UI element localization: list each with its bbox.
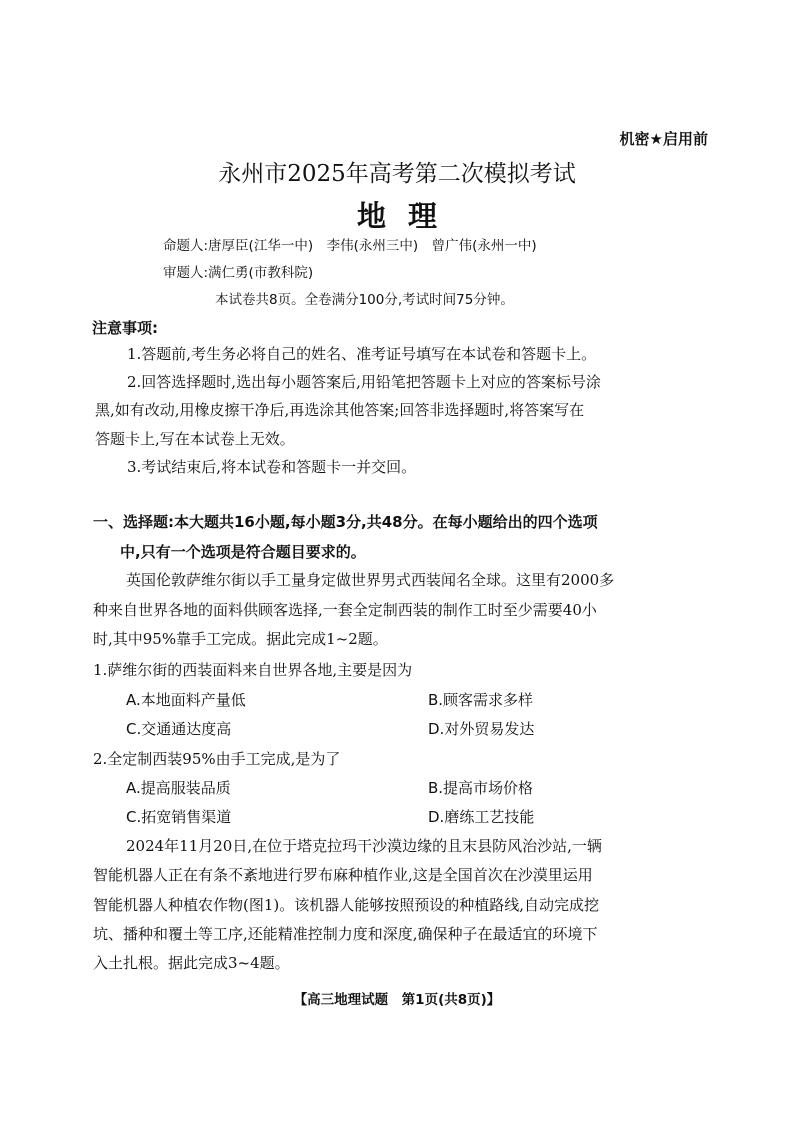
authors-line: 命题人:唐厚臣(江华一中) 李伟(永州三中) 曾广伟(永州一中)	[163, 238, 537, 254]
exam-info: 本试卷共8页。全卷满分100分,考试时间75分钟。	[215, 292, 514, 308]
passage-2-line-4: 坑、播种和覆土等工序,还能精准控制力度和深度,确保种子在最适宜的环境下	[93, 925, 598, 943]
passage-2-line-3: 智能机器人种植农作物(图1)。该机器人能够按照预设的种植路线,自动完成挖	[93, 896, 600, 914]
notice-heading: 注意事项:	[92, 319, 158, 337]
passage-1-line-3: 时,其中95%靠手工完成。据此完成1~2题。	[93, 630, 388, 648]
passage-2-line-5: 入土扎根。据此完成3~4题。	[93, 954, 290, 972]
page-footer: 【高三地理试题 第1页(共8页)】	[293, 992, 501, 1008]
question-1-option-d: D.对外贸易发达	[428, 720, 535, 738]
question-2-option-d: D.磨练工艺技能	[428, 808, 535, 826]
exam-title: 永州市2025年高考第二次模拟考试	[218, 161, 576, 187]
notice-item-2-line-3: 答题卡上,写在本试卷上无效。	[95, 430, 295, 448]
notice-item-2-line-1: 2.回答选择题时,选出每小题答案后,用铅笔把答题卡上对应的答案标号涂	[127, 373, 601, 391]
question-2-option-b: B.提高市场价格	[428, 779, 534, 797]
confidential-mark: 机密★启用前	[619, 130, 708, 148]
question-2-option-a: A.提高服装品质	[126, 779, 231, 797]
passage-1-line-1: 英国伦敦萨维尔街以手工量身定做世界男式西装闻名全球。这里有2000多	[126, 571, 615, 589]
notice-item-2-line-2: 黑,如有改动,用橡皮擦干净后,再选涂其他答案;回答非选择题时,将答案写在	[95, 401, 585, 419]
subject-title: 地理	[356, 199, 459, 233]
section-heading-line-2: 中,只有一个选项是符合题目要求的。	[120, 543, 366, 561]
notice-item-3: 3.考试结束后,将本试卷和答题卡一并交回。	[127, 458, 417, 476]
section-heading-line-1: 一、选择题:本大题共16小题,每小题3分,共48分。在每小题给出的四个选项	[93, 513, 598, 531]
question-1-stem: 1.萨维尔街的西装面料来自世界各地,主要是因为	[93, 661, 413, 679]
notice-item-1: 1.答题前,考生务必将自己的姓名、准考证号填写在本试卷和答题卡上。	[127, 345, 597, 363]
question-1-option-c: C.交通通达度高	[126, 720, 232, 738]
question-1-option-a: A.本地面料产量低	[126, 691, 246, 709]
question-2-stem: 2.全定制西装95%由手工完成,是为了	[93, 750, 341, 768]
passage-2-line-1: 2024年11月20日,在位于塔克拉玛干沙漠边缘的且末县防风治沙站,一辆	[126, 837, 602, 855]
passage-2-line-2: 智能机器人正在有条不紊地进行罗布麻种植作业,这是全国首次在沙漠里运用	[93, 866, 593, 884]
question-2-option-c: C.拓宽销售渠道	[126, 808, 232, 826]
passage-1-line-2: 种来自世界各地的面料供顾客选择,一套全定制西装的制作工时至少需要40小	[93, 601, 597, 619]
reviewer-line: 审题人:满仁勇(市教科院)	[163, 265, 314, 281]
question-1-option-b: B.顾客需求多样	[428, 691, 534, 709]
